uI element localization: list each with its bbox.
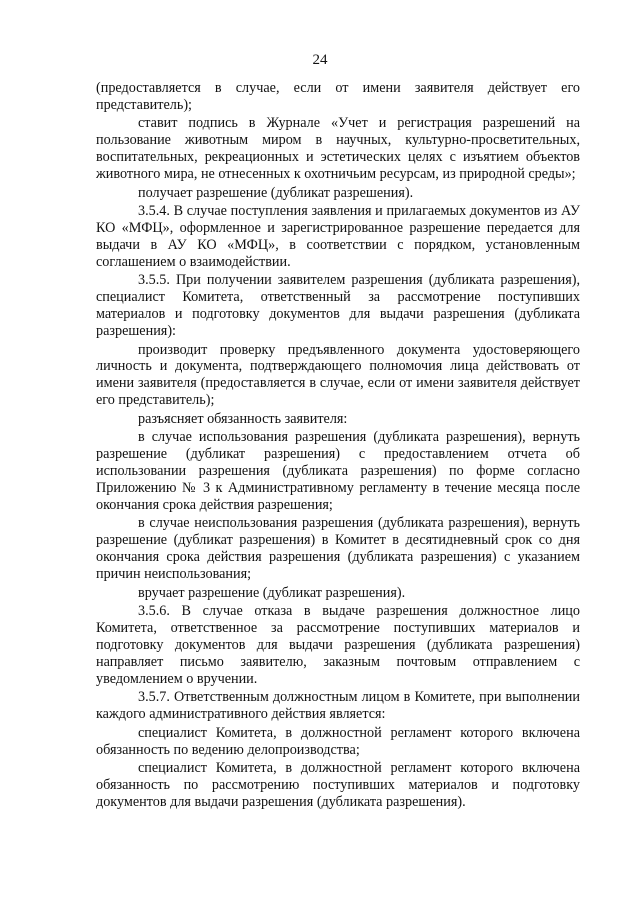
document-body: [96, 80, 580, 812]
paragraph-return-used: в случае использования разрешения (дубликата разрешения), вернуть разрешение (дубликат разрешения) с предоставлением отчета об использовании разрешения (дубликата разрешения) по форме согласно Приложению № 3 к Административному регламенту в течение месяца после окончания срока действия разрешения;: [96, 429, 580, 513]
paragraph-return-unused: в случае неиспользования разрешения (дубликата разрешения), вернуть разрешение (дубликат разрешения) в Комитет в десятидневный срок со дня окончания срока действия разрешения (дубликата разрешения) с указанием причин неиспользования;: [96, 515, 580, 583]
paragraph-3-5-7: 3.5.7. Ответственным должностным лицом в Комитете, при выполнении каждого административного действия является:: [96, 689, 580, 723]
paragraph-receives-permit: получает разрешение (дубликат разрешения).: [138, 184, 414, 201]
paragraph-continuation: (предоставляется в случае, если от имени заявителя действует его представитель);: [96, 80, 580, 113]
paragraph-signature: ставит подпись в Журнале «Учет и регистрация разрешений на пользование животным миром в научных, культурно-просветительных, воспитательных, рекреационных и эстетических целях с изъятием объектов животного мира, не отнесенных к охотничьим ресурсам, из природной среды»;: [96, 115, 580, 183]
paragraph-hands-over: вручает разрешение (дубликат разрешения).: [138, 584, 406, 601]
page-number: 24: [312, 52, 328, 68]
paragraph-specialist-review: специалист Комитета, в должностной регламент которого включена обязанность по рассмотрению поступивших материалов и подготовку документов для выдачи разрешения (дубликата разрешения).: [96, 760, 580, 810]
paragraph-explains-duty: разъясняет обязанность заявителя:: [138, 410, 348, 427]
paragraph-3-5-5: 3.5.5. При получении заявителем разрешения (дубликата разрешения), специалист Комитета, ответственный за рассмотрение поступивших материалов и подготовку документов для выдачи разрешения (дубликата разрешения):: [96, 272, 580, 340]
paragraph-3-5-6: 3.5.6. В случае отказа в выдаче разрешения должностное лицо Комитета, ответственное за рассмотрение поступивших материалов и подготовку документов для выдачи разрешения (дубликата разрешения) направляет письмо заявителю, заказным почтовым отправлением с уведомлением о вручении.: [96, 603, 580, 687]
paragraph-3-5-4: 3.5.4. В случае поступления заявления и прилагаемых документов из АУ КО «МФЦ», оформленное и зарегистрированное разрешение передается для выдачи в АУ КО «МФЦ», в соответствии с порядком, установленным соглашением о взаимодействии.: [96, 203, 580, 270]
paragraph-identity-check: производит проверку предъявленного документа удостоверяющего личность и документа, подтверждающего полномочия лица действовать от имени заявителя (предоставляется в случае, если от имени заявителя действует его представитель);: [96, 341, 580, 409]
paragraph-specialist-records: специалист Комитета, в должностной регламент которого включена обязанность по ведению делопроизводства;: [96, 724, 580, 758]
